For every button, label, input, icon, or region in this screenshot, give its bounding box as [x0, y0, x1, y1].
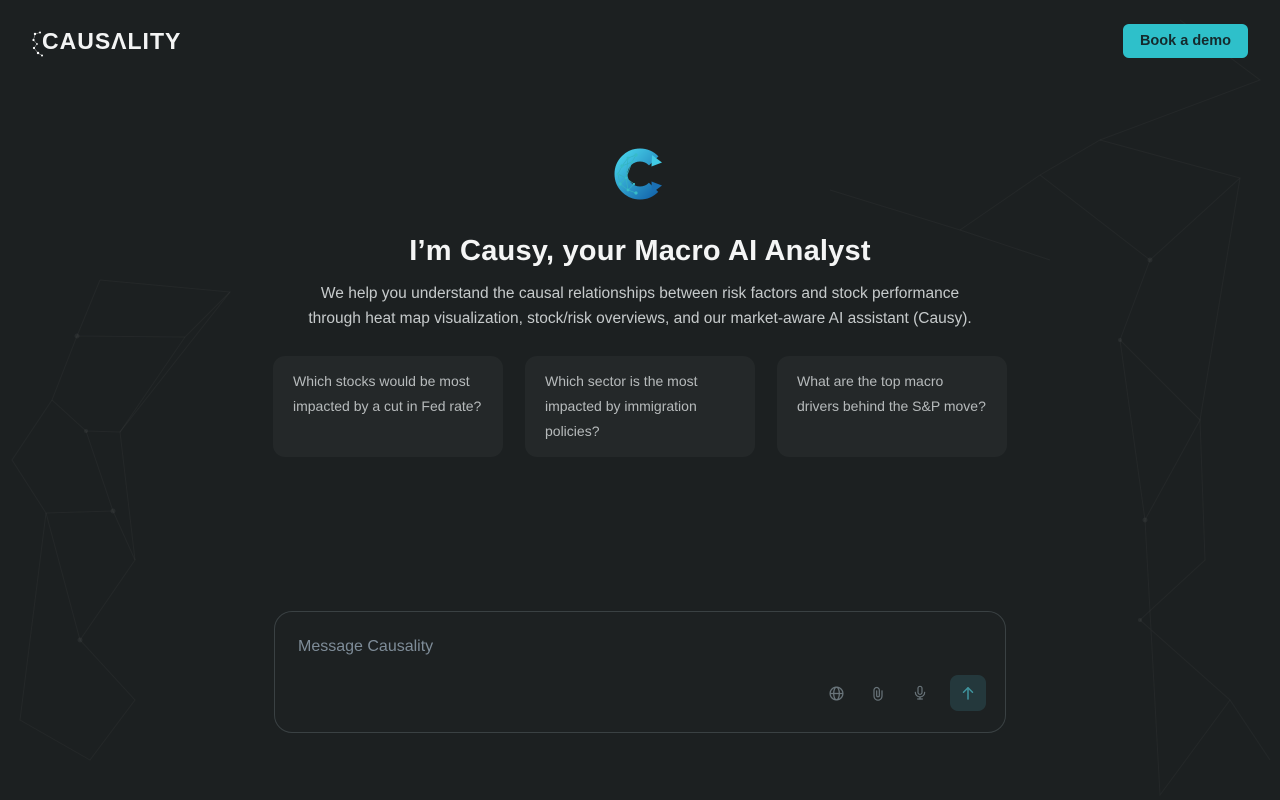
page-title: I’m Causy, your Macro AI Analyst — [409, 235, 871, 267]
header — [0, 0, 1280, 82]
message-composer — [274, 611, 1006, 733]
suggestion-label: Which sector is the most impacted by immigration policies? — [545, 373, 698, 439]
hero-section — [273, 146, 1007, 457]
suggestion-card-sp-drivers[interactable] — [777, 356, 1007, 457]
brand-name: CAUSΛLITY — [42, 27, 182, 54]
suggestion-label: What are the top macro drivers behind the S&P move? — [797, 373, 986, 414]
brand-logo — [32, 28, 181, 55]
attach-button[interactable] — [866, 681, 890, 705]
suggestion-cards — [273, 356, 1007, 457]
composer-actions — [824, 675, 986, 711]
message-input[interactable] — [275, 612, 1005, 674]
globe-button[interactable] — [824, 681, 848, 705]
suggestion-card-fed-rate[interactable] — [273, 356, 503, 457]
book-demo-button[interactable]: Book a demo — [1123, 24, 1248, 58]
globe-icon — [828, 685, 845, 702]
causality-c-logo — [612, 146, 668, 207]
send-button[interactable] — [950, 675, 986, 711]
suggestion-label: Which stocks would be most impacted by a cut in Fed rate? — [293, 373, 482, 414]
microphone-icon — [912, 684, 928, 702]
paperclip-icon — [870, 685, 886, 702]
brand-network-dots-icon — [32, 31, 44, 57]
send-arrow-icon — [959, 684, 977, 702]
suggestion-card-immigration[interactable] — [525, 356, 755, 457]
microphone-button[interactable] — [908, 681, 932, 705]
c-network-icon — [612, 146, 668, 202]
page-subtitle: We help you understand the causal relationships between risk factors and stock performance through heat map visualization, stock/risk overviews, and our market-aware AI assistant (Causy). — [308, 285, 972, 327]
